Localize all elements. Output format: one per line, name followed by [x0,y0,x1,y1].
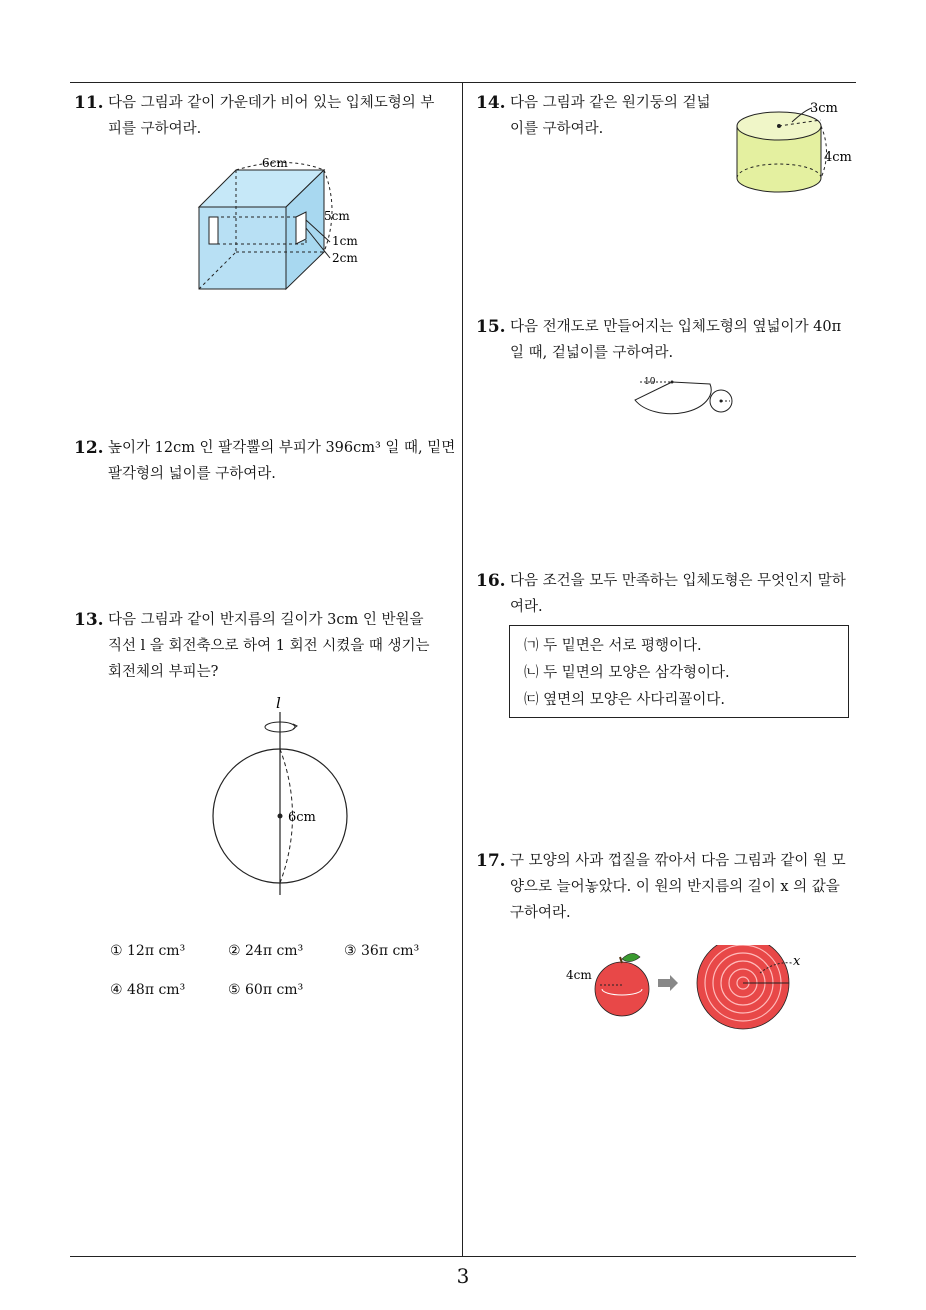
label-3cm: 3cm [810,101,838,116]
label-6cm: 6cm [262,156,288,170]
question-text-line: 회전체의 부피는? [108,664,219,680]
question-number: 14. [476,93,506,113]
question-text-line: 여라. [510,599,543,615]
question-13 [74,607,458,685]
question-12 [74,435,458,487]
question-text-line: 일 때, 겉넓이를 구하여라. [510,345,674,361]
axis-label: l [276,694,281,712]
choice-1[interactable]: ① 12π cm³ [110,943,186,959]
question-text-line: 구하여라. [510,905,571,921]
hollow-cube-figure [190,150,380,295]
cylinder-figure [730,96,860,206]
sphere-rotation-figure [205,690,355,900]
arrow-icon [658,975,678,991]
question-text-line: 다음 전개도로 만들어지는 입체도형의 옆넓이가 40π [510,319,842,335]
question-16 [476,568,860,620]
condition-3: ㈂ 옆면의 모양은 사다리꼴이다. [524,692,726,708]
question-text-line: 양으로 늘어놓았다. 이 원의 반지름의 길이 x 의 값을 [510,879,840,895]
question-17 [476,848,860,926]
apple-peel-figure [560,945,820,1035]
label-10: 10 [644,377,656,387]
choice-5[interactable]: ⑤ 60π cm³ [228,982,304,998]
label-4cm: 4cm [824,150,852,165]
top-rule [70,82,856,83]
question-text-line: 다음 조건을 모두 만족하는 입체도형은 무엇인지 말하 [510,573,846,589]
diameter-label: 6cm [288,810,316,825]
question-number: 13. [74,610,104,630]
question-number: 17. [476,851,506,871]
condition-1: ㈀ 두 밑면은 서로 평행이다. [524,638,702,654]
question-number: 16. [476,571,506,591]
label-1cm: 1cm [332,234,358,248]
label-4cm: 4cm [566,968,592,982]
question-text-line: 다음 그림과 같이 반지름의 길이가 3cm 인 반원을 [108,612,424,628]
conditions-box [509,625,849,718]
question-text-line: 이를 구하여라. [510,121,604,137]
choice-3[interactable]: ③ 36π cm³ [344,943,420,959]
question-number: 15. [476,317,506,337]
label-5cm: 5cm [324,209,350,223]
question-text-line: 구 모양의 사과 껍질을 깎아서 다음 그림과 같이 원 모 [510,853,846,869]
question-number: 12. [74,438,104,458]
question-number: 11. [74,93,104,113]
question-text-line: 팔각형의 넓이를 구하여라. [108,466,276,482]
choice-4[interactable]: ④ 48π cm³ [110,982,186,998]
question-11 [74,90,458,142]
choice-2[interactable]: ② 24π cm³ [228,943,304,959]
question-text-line: 다음 그림과 같은 원기둥의 겉넓 [510,95,711,111]
bottom-rule [70,1256,856,1257]
question-text-line: 높이가 12cm 인 팔각뿔의 부피가 396cm³ 일 때, 밑면 [108,440,456,456]
question-14 [476,90,746,142]
cone-net-figure [630,372,740,432]
label-2cm: 2cm [332,251,358,265]
question-15 [476,314,860,366]
column-divider [462,82,463,1256]
condition-2: ㈁ 두 밑면의 모양은 삼각형이다. [524,665,730,681]
label-x: x [793,954,801,969]
page-number: 3 [456,1264,470,1288]
question-text-line: 직선 l 을 회전축으로 하여 1 회전 시켰을 때 생기는 [108,638,430,654]
question-text-line: 피를 구하여라. [108,121,202,137]
question-text-line: 다음 그림과 같이 가운데가 비어 있는 입체도형의 부 [108,95,435,111]
